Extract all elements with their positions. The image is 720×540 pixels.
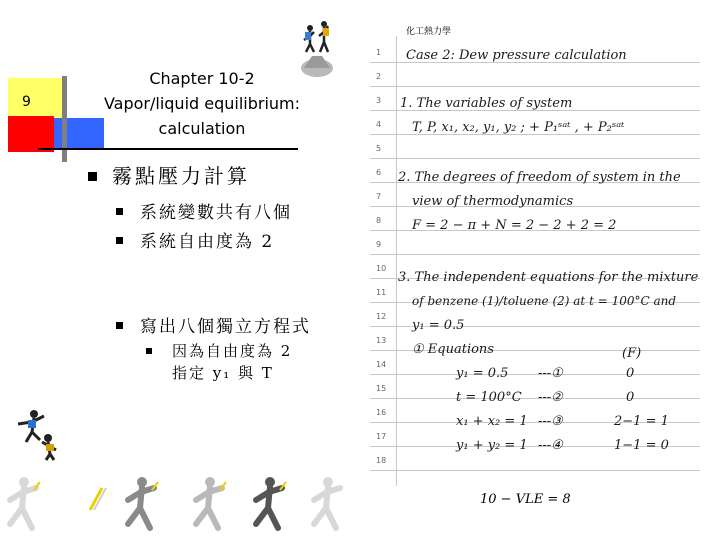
line-number: 17 [376,432,387,441]
title-line-2: Vapor/liquid equilibrium: [103,94,301,113]
running-figure-icon [118,476,164,538]
line-number: 13 [376,336,387,345]
note-eq-tag-3: ---③ [538,414,563,429]
line-number: 9 [376,240,382,249]
bullet-marker [116,322,123,329]
line-number: 8 [376,216,382,225]
ruled-line [370,470,700,471]
ruled-line [370,86,700,87]
bullet-dof-two: 因為自由度為 2 [172,342,293,360]
climber-figure-icon [10,408,60,462]
handwritten-notes [370,24,700,494]
running-figure-icon [186,476,232,538]
line-number: 12 [376,312,387,321]
note-variables-list: T, P, x₁, x₂, y₁, y₂ ; + P₁ˢᵃᵗ , + P₂ˢᵃᵗ [412,120,625,135]
line-number: 16 [376,408,387,417]
bullet-marker [88,172,97,181]
line-number: 1 [376,48,382,57]
note-equations-heading: 3. The independent equations for the mixture [398,270,699,285]
bullet-degrees-of-freedom: 系統自由度為 2 [140,232,275,252]
note-f-header: (F) [622,346,642,361]
line-number: 10 [376,264,387,273]
note-equations-label: ① Equations [412,342,494,357]
note-vle-total: 10 − VLE = 8 [480,492,571,507]
note-eq-2: t = 100°C [456,390,522,405]
bullet-system-variables: 系統變數共有八個 [140,203,292,223]
note-f-1: 0 [626,366,635,381]
line-number: 4 [376,120,382,129]
running-figure-icon [246,476,292,538]
bullet-marker [146,348,152,354]
bullet-independent-equations: 寫出八個獨立方程式 [140,317,311,337]
notebook-header: 化工熱力學 [406,27,452,37]
line-number: 2 [376,72,382,81]
decor-red-block [8,116,54,152]
notebook-margin-line [396,36,397,486]
line-number: 18 [376,456,387,465]
note-eq-3: x₁ + x₂ = 1 [456,414,528,429]
note-eq-1: y₁ = 0.5 [456,366,509,381]
ruled-line [370,398,700,399]
note-y1: y₁ = 0.5 [412,318,465,333]
note-variables-heading: 1. The variables of system [400,96,573,111]
line-number: 6 [376,168,382,177]
climbers-on-rock-icon [292,16,342,78]
note-eq-tag-1: ---① [538,366,563,381]
running-figure-icon [304,476,350,538]
ruled-line [370,158,700,159]
note-dof-formula: F = 2 − π + N = 2 − 2 + 2 = 2 [412,218,617,233]
title-underline [38,148,298,150]
title-line-1: Chapter 10-2 [149,69,255,88]
note-dof-heading: 2. The degrees of freedom of system in the [398,170,681,185]
note-eq-tag-2: ---② [538,390,563,405]
title-line-3: calculation [158,119,246,138]
line-number: 5 [376,144,382,153]
note-eq-4: y₁ + y₂ = 1 [456,438,528,453]
running-figure-icon [0,476,46,538]
slide-title [86,66,318,141]
bullet-marker [116,208,123,215]
marker-icon [82,480,112,516]
line-number: 15 [376,384,387,393]
line-number: 14 [376,360,387,369]
note-f-4: 1−1 = 0 [614,438,669,453]
line-number: 3 [376,96,382,105]
note-case-title: Case 2: Dew pressure calculation [406,48,627,63]
bullet-marker [116,237,123,244]
bullet-specify-y1-t: 指定 y₁ 與 T [172,364,274,382]
note-f-3: 2−1 = 1 [614,414,669,429]
line-number: 7 [376,192,382,201]
note-eq-tag-4: ---④ [538,438,563,453]
note-mixture: of benzene (1)/toluene (2) at t = 100°C and [412,294,677,308]
bullet-dew-pressure-calc: 霧點壓力計算 [112,164,250,188]
line-number: 11 [376,288,387,297]
ruled-line [370,374,700,375]
ruled-line [370,254,700,255]
note-f-2: 0 [626,390,635,405]
note-dof-view: view of thermodynamics [412,194,574,209]
slide-number: 9 [22,94,31,110]
